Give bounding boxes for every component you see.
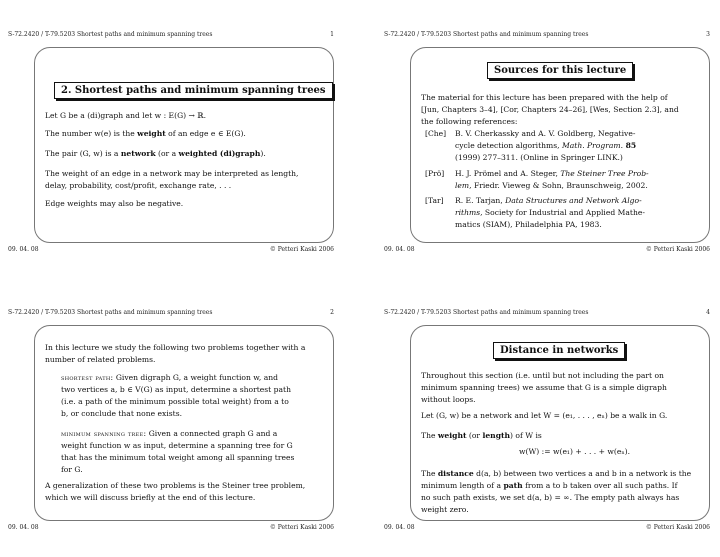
page-number: 4 xyxy=(706,309,710,316)
content-frame: Sources for this lecture The material for this lecture has been prepared with the help of [Jun, Chapters 3–4], [Cor, Chapters 24–26], [Wes, Section 2.3], and the following references: [Che] B. V. Cherkassky and A. V. Goldberg, Negative- cycle detection algorithms, Math. Program. 85 (1999) 277–311. (Online in Springer LINK.) [Prö] H. J. Prömel and A. Steger, The Steiner Tree Prob- lem, Friedr. Vieweg & Sohn, Braunschweig, 2002. [Tar] R. E. Tarjan, Data Structures and Network Algo- rithms, Society for Industrial and Applied Mathe- matics (SIAM), Philadelphia PA, 1983. xyxy=(410,47,710,243)
content-frame xyxy=(34,47,334,243)
slide-3 xyxy=(376,0,716,260)
slide-2 xyxy=(0,278,340,538)
slide-footer xyxy=(384,245,710,255)
header-title: S-72.2420 / T-79.5203 Shortest paths and minimum spanning trees xyxy=(384,309,589,316)
slide-title: Sources for this lecture xyxy=(487,62,633,79)
footer-author: © Petteri Kaski 2006 xyxy=(645,246,710,253)
paragraph-definition: Let G be a (di)graph and let w : E(G) → ℝ. xyxy=(45,111,207,120)
paragraph-sources: The material for this lecture has been prepared with the help of [Jun, Chapters 3–4], [Cor, Chapters 24–26], [Wes, Section 2.3], and the following references: xyxy=(421,93,679,126)
footer-author: © Petteri Kaski 2006 xyxy=(645,524,710,531)
weight-formula: w(W) := w(e₁) + . . . + w(eₙ). xyxy=(519,447,631,456)
problem-shortest-path: shortest path: Given digraph G, a weight function w, and two vertices a, b ∈ V(G) as input, determine a shortest path (i.e. a path of the minimum possible total weight) from a to b, or conclude that none exists. xyxy=(61,373,291,418)
paragraph-walk: Let (G, w) be a network and let W = (e₁, . . . , eₙ) be a walk in G. xyxy=(421,411,668,420)
slide-footer xyxy=(8,523,334,533)
paragraph-negative: Edge weights may also be negative. xyxy=(45,199,184,208)
slide-header xyxy=(8,29,334,41)
paragraph-distance: The distance d(a, b) between two vertices a and b in a network is the minimum length of a path from a to b taken over all such paths. If no such path exists, we set d(a, b) = ∞. The empty path always has weight zero. xyxy=(421,469,692,514)
slide-footer xyxy=(384,523,710,533)
page-number: 2 xyxy=(330,309,334,316)
content-frame xyxy=(34,325,334,521)
footer-author: © Petteri Kaski 2006 xyxy=(269,246,334,253)
footer-date: 09. 04. 08 xyxy=(384,246,415,253)
content-frame xyxy=(410,325,710,521)
problem-minimum-spanning-tree: minimum spanning tree: Given a connected graph G and a weight function w as input, determine a spanning tree for G that has the minimum total weight among all spanning trees for G. xyxy=(61,429,295,474)
footer-date: 09. 04. 08 xyxy=(8,524,39,531)
paragraph-assumption: Throughout this section (i.e. until but not including the part on minimum spanning trees) we assume that G is a simple digraph without loops. xyxy=(421,371,667,404)
slide-footer xyxy=(8,245,334,255)
header-title: S-72.2420 / T-79.5203 Shortest paths and minimum spanning trees xyxy=(8,309,213,316)
header-title: S-72.2420 / T-79.5203 Shortest paths and minimum spanning trees xyxy=(8,31,213,38)
slide-1 xyxy=(0,0,340,260)
slide-title: 2. Shortest paths and minimum spanning trees xyxy=(54,82,333,99)
paragraph-interpretation: The weight of an edge in a network may be interpreted as length, delay, probability, cost/profit, exchange rate, . . . xyxy=(45,169,299,190)
paragraph-network: The pair (G, w) is a network (or a weighted (di)graph). xyxy=(45,149,266,158)
footer-date: 09. 04. 08 xyxy=(384,524,415,531)
paragraph-weight: The number w(e) is the weight of an edge e ∈ E(G). xyxy=(45,129,246,138)
page-number: 3 xyxy=(706,31,710,38)
paragraph-generalization: A generalization of these two problems is the Steiner tree problem, which we will discuss briefly at the end of this lecture. xyxy=(45,481,306,502)
slide-header xyxy=(384,29,710,41)
footer-date: 09. 04. 08 xyxy=(8,246,39,253)
slide-title: Distance in networks xyxy=(493,342,625,359)
page-number: 1 xyxy=(330,31,334,38)
paragraph-walk-weight: The weight (or length) of W is xyxy=(421,431,542,440)
footer-author: © Petteri Kaski 2006 xyxy=(269,524,334,531)
slide-header xyxy=(384,307,710,319)
slide-header xyxy=(8,307,334,319)
paragraph-intro: In this lecture we study the following two problems together with a number of related problems. xyxy=(45,343,306,364)
header-title: S-72.2420 / T-79.5203 Shortest paths and minimum spanning trees xyxy=(384,31,589,38)
slide-4 xyxy=(376,278,716,538)
